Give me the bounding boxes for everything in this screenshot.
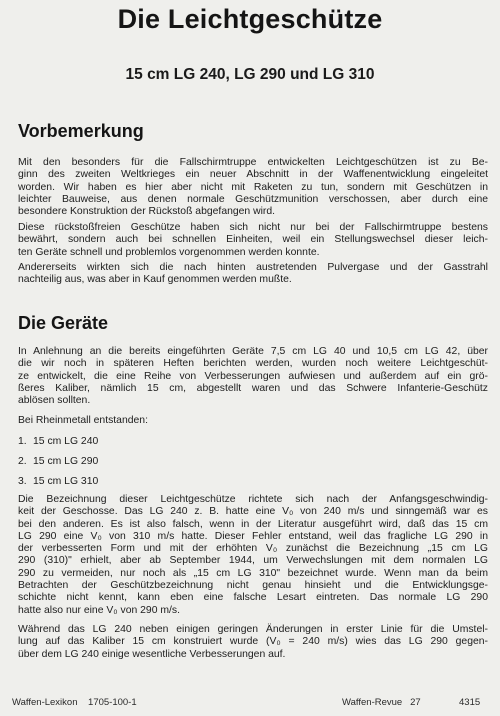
- text-line: besondere Konstruktion der Rückstoß abgefangen wird.: [18, 206, 276, 218]
- text-line: Diese rückstoßfreien Geschütze haben sich nicht nur bei der Fallschirmtruppe bestens: [18, 222, 488, 233]
- text-line: worden. Wir haben es hier aber nicht mit Raketen zu tun, sondern mit Geschützen in: [18, 181, 488, 193]
- page-title: Die Leichtgeschütze: [117, 4, 383, 34]
- list-number: 3.: [18, 476, 27, 487]
- text-line: Während das LG 240 neben einigen geringen Änderungen in erster Linie für die Umstel-: [18, 624, 488, 635]
- text-line: ginn des zweiten Weltkrieges ein neuer Abschnitt in der Waffenentwicklung eingeleitet: [18, 169, 488, 181]
- paragraph-vorbemerkung-2: [18, 222, 488, 259]
- list-item: [18, 436, 98, 447]
- list-intro: [18, 415, 488, 427]
- text-line: hatte also nur eine V₀ von 290 m/s.: [18, 604, 180, 616]
- section-heading-geraete: Die Geräte: [18, 313, 109, 333]
- paragraph-geraete-2: [18, 494, 488, 617]
- list-number: 2.: [18, 456, 27, 467]
- footer-center: Waffen-Revue 27: [342, 697, 421, 708]
- text-line: Betrachten der Geschützbezeichnung nicht genau hinsieht und die Entwicklungsge-: [18, 580, 488, 592]
- list-text: 15 cm LG 240: [33, 436, 99, 447]
- list-text: 15 cm LG 310: [33, 476, 99, 487]
- text-line: In Anlehnung an die bereits eingeführten Geräte 7,5 cm LG 40 und 10,5 cm LG 42, über: [18, 346, 488, 357]
- text-line: Mit den besonders für die Fallschirmtruppe entwickelten Leichtgeschützen ist zu Be-: [18, 157, 488, 168]
- paragraph-vorbemerkung-1: [18, 157, 488, 218]
- list-item: [18, 456, 98, 467]
- text-line: bei den anderen. Es ist also falsch, wenn in der Literatur ausgeführt wird, daß das 15 cm: [18, 518, 488, 530]
- text-line: Bei Rheinmetall entstanden:: [18, 415, 148, 426]
- text-line: Andererseits wirkten sich die nach hinten austretenden Pulvergase und der Gasstrahl: [18, 262, 488, 273]
- text-line: leichter Bauweise, aus denen normale Geschützmunition verschossen, aber durch eine: [18, 193, 488, 205]
- text-line: Die Bezeichnung dieser Leichtgeschütze richtete sich nach der Anfangsgeschwindig-: [18, 494, 488, 505]
- footer-left: Waffen-Lexikon 1705-100-1: [12, 697, 137, 708]
- text-line: der verbesserten Form und mit der erhöhten V₀ zunächst die Bezeichnung „15 cm LG: [18, 543, 488, 555]
- paragraph-geraete-1: [18, 346, 488, 407]
- text-line: ßeres Kaliber, nämlich 15 cm, abgestellt waren und das Schwere Infanterie-Geschütz: [18, 382, 488, 394]
- text-line: bewährt, sondern auch bei schnellen Einheiten, weil ein Stellungswechsel dieser leich-: [18, 234, 488, 246]
- page-subtitle: 15 cm LG 240, LG 290 und LG 310: [125, 66, 375, 83]
- text-line: 290 zu vermeiden, nur noch als „15 cm LG 310" bezeichnet wurde. Wenn man da beim: [18, 567, 488, 579]
- text-line: lung auf das Kaliber 15 cm konstruiert wurde (V₀ = 240 m/s) wies das LG 290 gegen-: [18, 636, 488, 648]
- text-line: über dem LG 240 einige wesentliche Verbesserungen auf.: [18, 648, 286, 660]
- section-heading-vorbemerkung: Vorbemerkung: [18, 121, 144, 141]
- text-line: die wir noch in späteren Heften berichten werden, wurden noch weitere Leichtgeschüt-: [18, 358, 488, 370]
- text-line: nachteilig aus, was aber in Kauf genommen werden mußte.: [18, 274, 292, 286]
- text-line: ablösen sollten.: [18, 395, 91, 407]
- list-item: [18, 476, 98, 487]
- list-number: 1.: [18, 436, 27, 447]
- list-text: 15 cm LG 290: [33, 456, 99, 467]
- text-line: schichte nicht kennt, kann eben eine falsche Lesart eintreten. Das normale LG 290: [18, 592, 488, 604]
- text-line: LG 290 eine V₀ von 310 m/s hatte. Dieser Fehler entstand, weil das fragliche LG 290 in: [18, 530, 488, 542]
- text-line: 290 (310)" erhielt, aber ab September 1944, um Verwechslungen mit dem normalen LG: [18, 555, 488, 567]
- paragraph-vorbemerkung-3: [18, 262, 488, 287]
- text-line: keit der Geschosse. Das LG 240 z. B. hatte eine V₀ von 240 m/s und sinngemäß war es: [18, 506, 488, 518]
- text-line: ze entwickelt, die eine Reihe von Verbesserungen aufwiesen und außerdem auf ein grö-: [18, 370, 488, 382]
- paragraph-geraete-3: [18, 624, 488, 661]
- footer-page-number: 4315: [459, 697, 481, 708]
- text-line: ten Geräte schnell und problemlos vorgenommen werden konnte.: [18, 246, 320, 258]
